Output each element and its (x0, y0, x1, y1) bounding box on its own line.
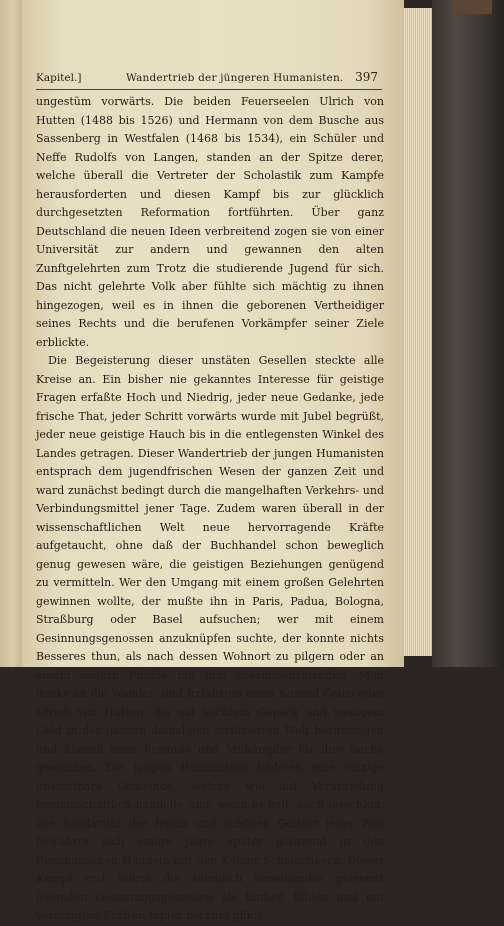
running-head-chapter: Kapitel.] (36, 72, 82, 84)
header-rule (36, 89, 382, 90)
running-head-title: Wandertrieb der jüngeren Humanisten. (126, 72, 344, 84)
page-number: 397 (355, 70, 378, 84)
paragraph-2: Die Begeisterung dieser unstäten Gesellen steckte alle Kreise an. Ein bisher nie gekanntes Interesse für geistige Fragen erfaßte Hoch und Niedrig, jeder neue Gedanke, jede frische That, jeder Schritt vorwärts wurde mit Jubel begrüßt, jeder neue geistige Hauch bis in die entlegensten Winkel des Landes getragen. Dieser Wandertrieb der jungen Humanisten entsprach dem jugendfrischen Wesen der ganzen Zeit und ward zunächst bedingt durch die mangelhaften Verkehrs- und Verbindungsmittel jener Tage. Zudem waren überall in der wissenschaftlichen Welt neue hervorragende Kräfte aufgetaucht, ohne daß der Buchhandel schon beweglich genug gewesen wäre, die geistigen Beziehungen genügend zu vermitteln. Wer den Umgang mit einem großen Gelehrten gewinnen wollte, der mußte ihn in Paris, Padua, Bologna, Straßburg oder Basel aufsuchen; wer mit einem Gesinnungsgenossen anzuknüpfen suchte, der konnte nichts Besseres thun, als nach dessen Wohnort zu pilgern oder an einem andern Punkte mit ihm zusammenzutreffen. Man denke an die Wander- und Irrfahrten eines Konrad Celtis oder Ulrich von Hutten, die mit leichtem Gepäck und wenigem Geld in der ganzen damaligen civilisierten Welt herumzogen und überall neue Freunde und Mitkämpfer für ihre Sache gewannen. Die jungen Humanisten bildeten eine einzige unsichtbare Gemeinde, welche wie auf Verabredung gemeinschaftlich handelte und, wenn es galt, auch losschlug. Die Solidarität der freien und schönen Geister jener Zeit bewährte sich einige Jahre später glänzend in den Reuchlinschen Händeln mit den Kölner Scholastikern. Dieser Kampf erst lehrte die räumlich voneinander getrennt lebenden Gesinnungsgenossen als Einheit fühlen und mit vereinigten Kräften tapfer bis zum glück- (36, 354, 384, 922)
body-text (36, 93, 384, 926)
page-stack-edges (404, 8, 433, 656)
running-head (36, 70, 382, 88)
cover-spine-band (452, 0, 492, 14)
paragraph-1: ungestüm vorwärts. Die beiden Feuerseelen Ulrich von Hutten (1488 bis 1526) und Hermann von dem Busche aus Sassenberg in Westfalen (1468 bis 1534), ein Schüler und Neffe Rudolfs von Langen, standen an der Spitze derer, welche überall die Vertreter der Scholastik zum Kampfe herausforderten und diesen Kampf bis zur glücklich durchgesetzten Reformation fortführten. Über ganz Deutschland die neuen Ideen verbreitend zogen sie von einer Universität zur andern und gewannen den alten Zunftgelehrten zum Trotz die studierende Jugend für sich. Das nicht gelehrte Volk aber fühlte sich mächtig zu ihnen hingezogen, weil es in ihnen die geborenen Vertheidiger seines Rechts und die berufenen Vorkämpfer seiner Ziele erblickte. (36, 95, 384, 349)
book-cover (432, 0, 504, 667)
book-gutter (0, 0, 22, 667)
